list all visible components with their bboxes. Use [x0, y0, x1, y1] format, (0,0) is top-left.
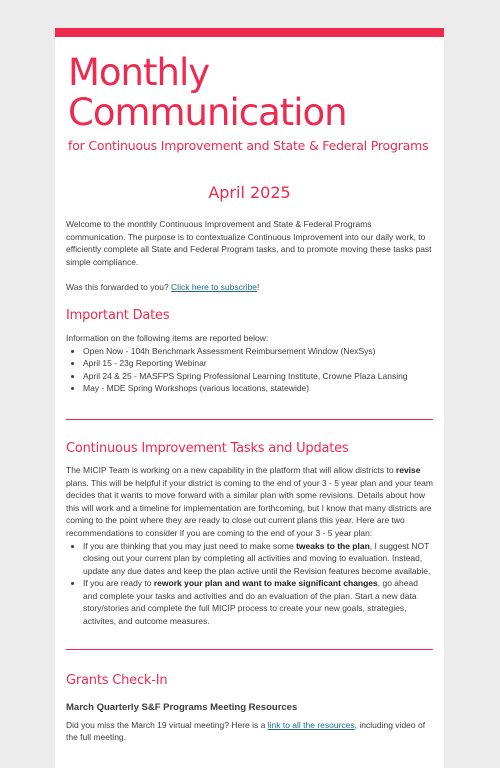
forwarded-suffix: ! [257, 282, 260, 293]
newsletter-subtitle: for Continuous Improvement and State & Federal Programs [68, 138, 429, 153]
ci-bullet-bold: rework your plan and want to make significant changes [153, 578, 378, 589]
title-line-1: Monthly [68, 51, 210, 94]
grants-heading: Grants Check-In [66, 672, 168, 688]
resources-link[interactable]: link to all the resources [267, 719, 355, 730]
important-dates-intro: Information on the following items are reported below: [66, 332, 269, 343]
ci-text: plans. This will be helpful if your district is coming to the end of your 3 - 5 year plan and your team decides that it wants to move forward with a similar plan with some revisions. Details about how this will work and a timeline for implementation are forthcoming, but I know that many districts are coming to the point where they are ready to close out current plans this year. Here are two recommendations to consider if you are coming to the end of your 3 - 5 year plan: [66, 477, 433, 538]
title-line-2: Communication [68, 91, 347, 134]
ci-heading: Continuous Improvement Tasks and Updates [66, 440, 349, 456]
grants-text: Did you miss the March 19 virtual meeting? Here is a [66, 719, 268, 730]
ci-text: The MICIP Team is working on a new capability in the platform that will allow districts to [66, 464, 396, 475]
issue-date: April 2025 [208, 183, 291, 202]
ci-bullet-text: If you are ready to [83, 578, 154, 589]
grants-paragraph [66, 719, 433, 744]
ci-recommendations-list [66, 540, 433, 628]
date-item: • April 24 & 25 - MASFPS Spring Professional Learning Institute, Crowne Plaza Lansing [83, 370, 433, 383]
ci-bullet-text: , I suggest NOT closing out your current plan by completing all activities and moving to evaluation. Instead, update any due dates and keep the plan active until the Revision features become available. [83, 540, 431, 576]
important-dates-heading: Important Dates [66, 307, 170, 323]
grants-subheading: March Quarterly S&F Programs Meeting Resources [66, 701, 298, 713]
section-divider [66, 419, 433, 420]
important-dates-list [66, 345, 433, 395]
ci-bullet [83, 540, 433, 578]
forwarded-prefix: Was this forwarded to you? [66, 282, 172, 293]
ci-bold-revise: revise [395, 464, 421, 475]
intro-paragraph: Welcome to the monthly Continuous Improvement and State & Federal Programs communication. The purpose is to contextualize Continuous Improvement into our daily work, to efficiently complete all State and Federal Program tasks, and to promote moving these tasks past simple compliance. [66, 219, 432, 267]
date-item: • Open Now - 104h Benchmark Assessment Reimbursement Window (NexSys) [83, 345, 433, 358]
date-item: • April 15 - 23g Reporting Webinar [83, 357, 433, 370]
ci-bullet-text: If you are thinking that you may just need to make some [83, 540, 297, 551]
newsletter-card [55, 28, 444, 768]
newsletter-body [55, 53, 444, 744]
ci-bullet-text: , go ahead and complete your tasks and activities and do an evaluation of the plan. Start a new data story/stories and complete the full MICIP process to create your new goals, strategies, activites, and outcome measures. [83, 578, 418, 627]
ci-bullet [83, 577, 433, 627]
ci-paragraph [66, 464, 433, 540]
newsletter-title [68, 53, 433, 133]
grants-text: , including video of the full meeting. [66, 719, 426, 743]
forwarded-line [66, 281, 433, 294]
date-item: • May - MDE Spring Workshops (various locations, statewide) [83, 382, 433, 395]
ci-bullet-bold: tweaks to the plan [296, 540, 370, 551]
section-divider [66, 649, 433, 650]
subscribe-link[interactable]: Click here to subscribe [171, 282, 258, 293]
